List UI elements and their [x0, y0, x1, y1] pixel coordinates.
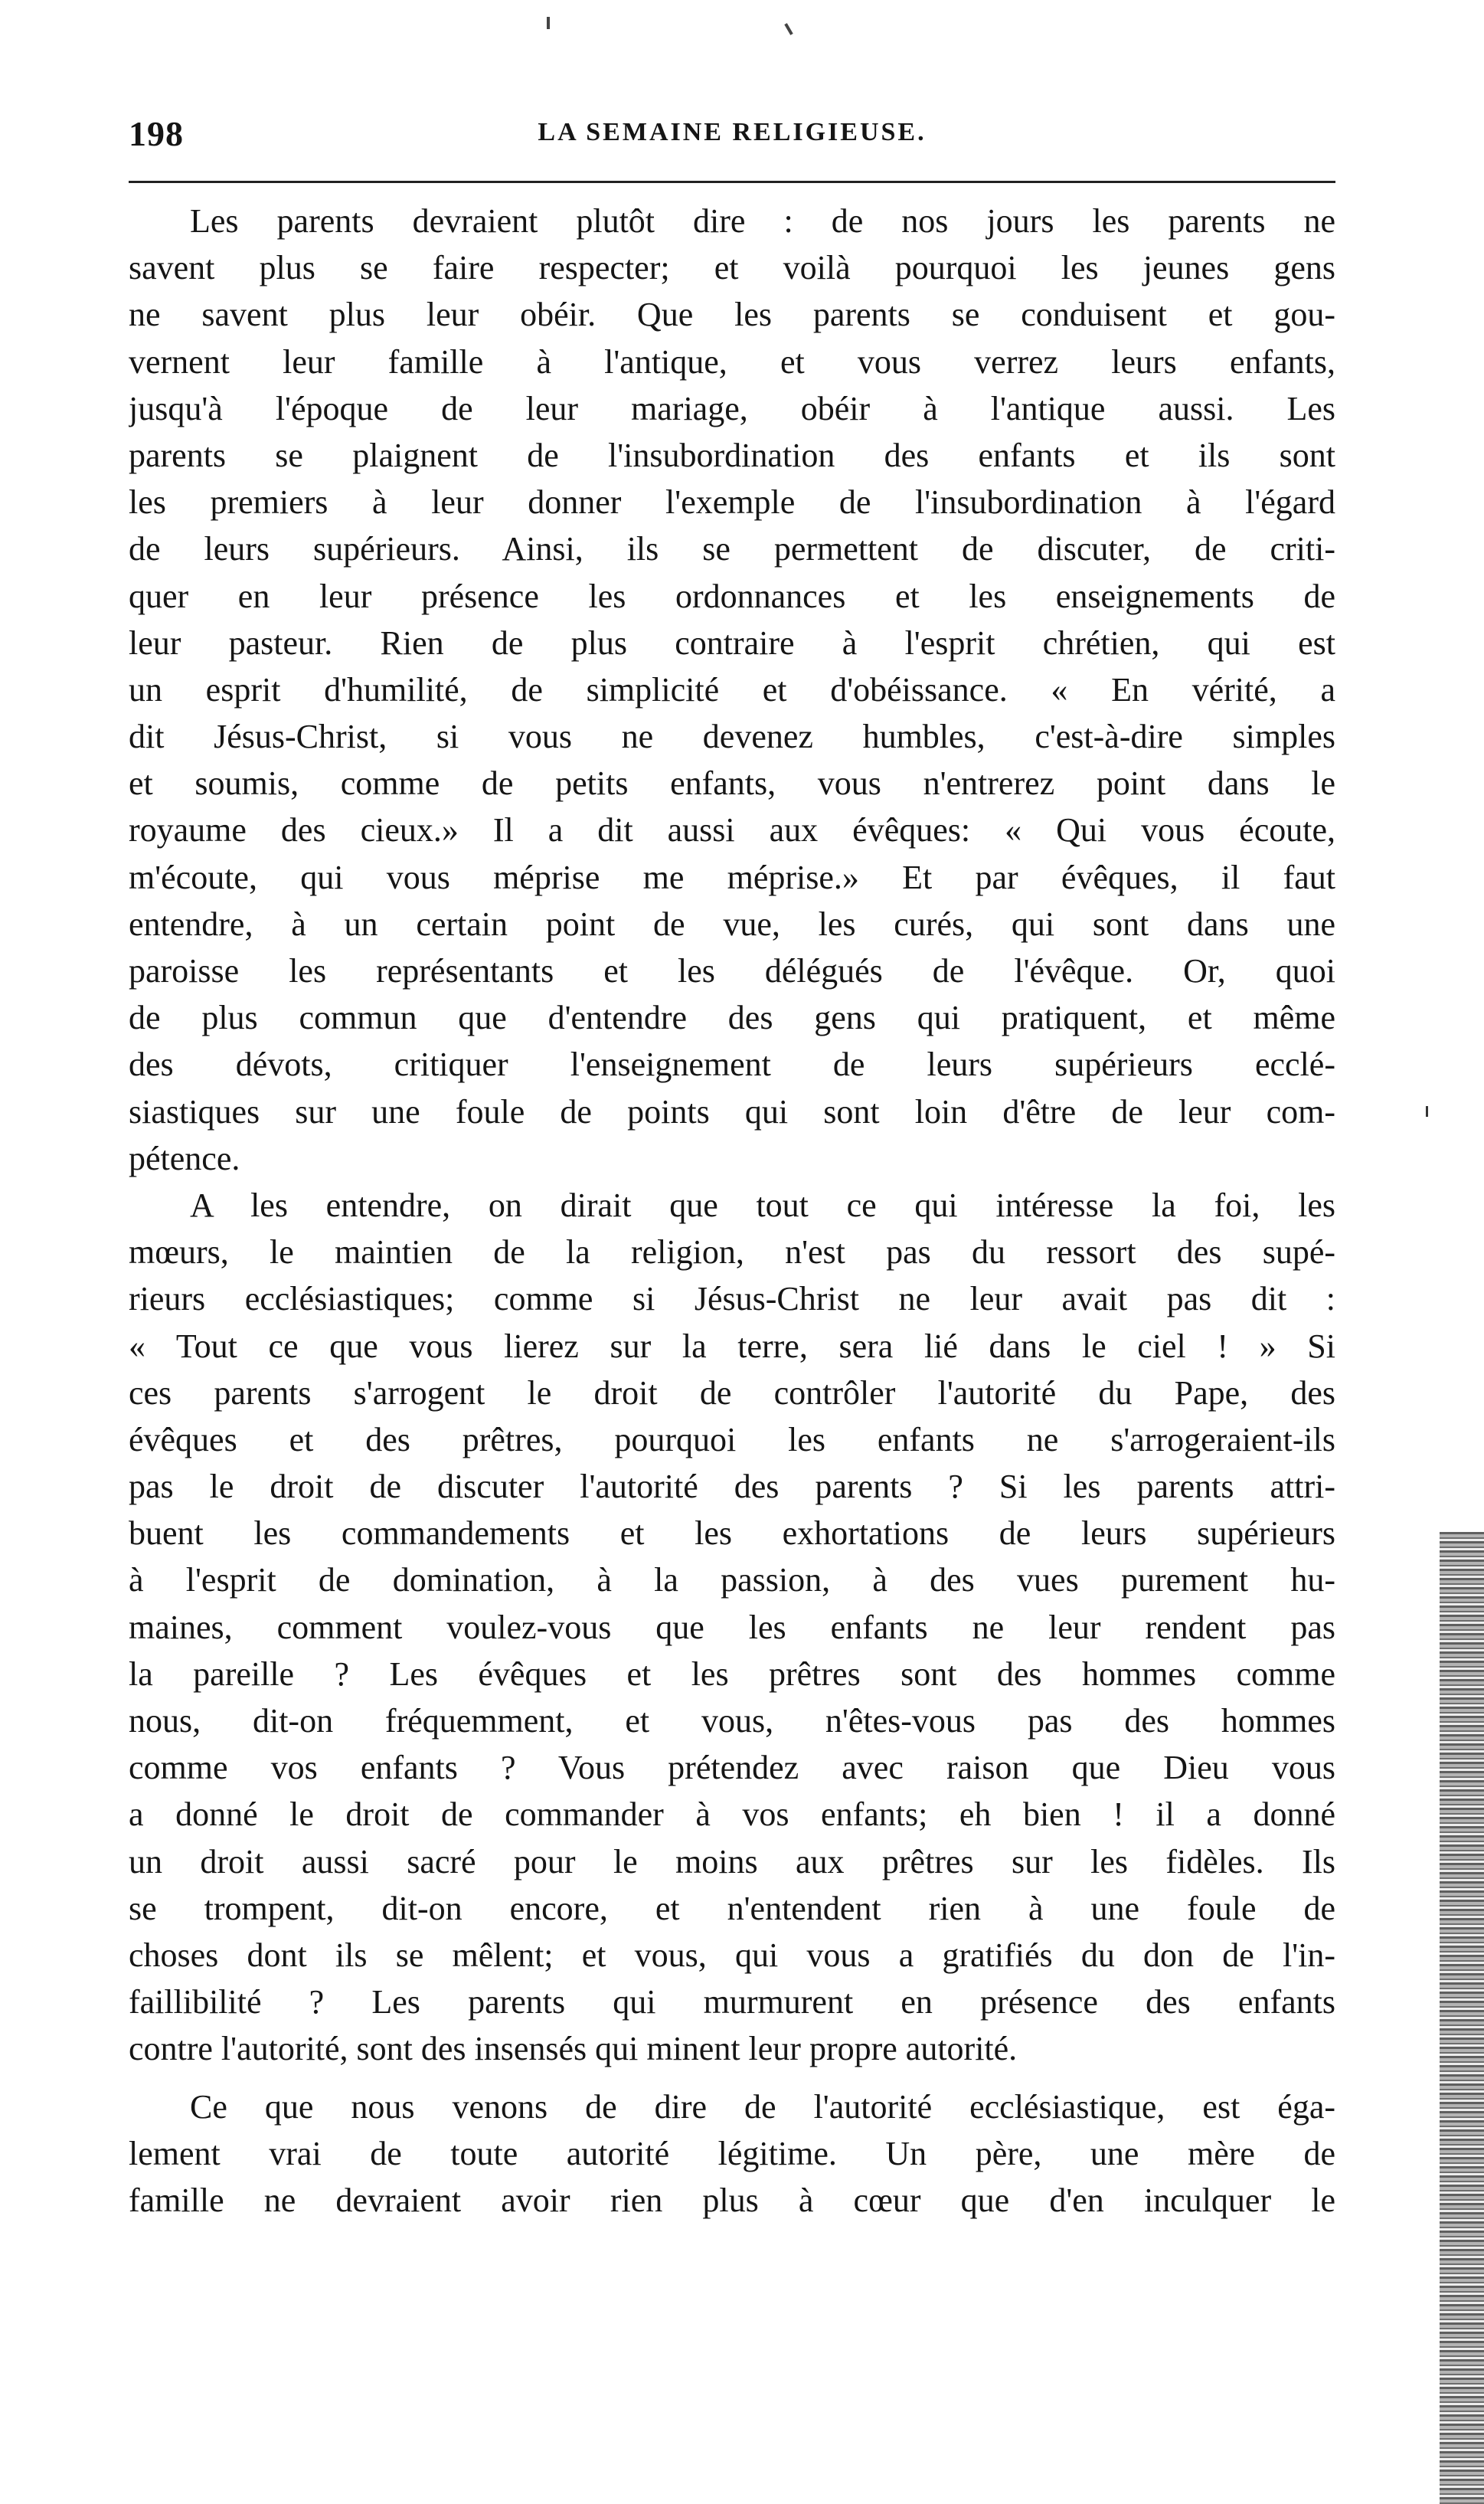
text-line: pas le droit de discuter l'autorité des parents ? Si les parents attri-	[129, 1468, 1335, 1506]
text-line: se trompent, dit-on encore, et n'entendent rien à une foule de	[129, 1889, 1335, 1927]
text-line: un droit aussi sacré pour le moins aux prêtres sur les fidèles. Ils	[129, 1842, 1335, 1880]
text-line: à l'esprit de domination, à la passion, à des vues purement hu-	[129, 1561, 1335, 1599]
text-line: rieurs ecclésiastiques; comme si Jésus-Christ ne leur avait pas dit :	[129, 1280, 1335, 1318]
text-line: paroisse les représentants et les délégués de l'évêque. Or, quoi	[129, 952, 1335, 990]
paragraph-1	[129, 198, 1335, 1182]
text-line: leur pasteur. Rien de plus contraire à l'esprit chrétien, qui est	[129, 624, 1335, 662]
text-line: quer en leur présence les ordonnances et les enseignements de	[129, 577, 1335, 615]
text-line: contre l'autorité, sont des insensés qui minent leur propre autorité.	[129, 2030, 1018, 2068]
text-line: royaume des cieux.» Il a dit aussi aux évêques: « Qui vous écoute,	[129, 811, 1335, 849]
text-line: Les parents devraient plutôt dire : de nos jours les parents ne	[190, 202, 1335, 240]
text-line: maines, comment voulez-vous que les enfants ne leur rendent pas	[129, 1608, 1335, 1646]
margin-mark	[1426, 1106, 1428, 1117]
text-line: pétence.	[129, 1139, 240, 1177]
text-line: jusqu'à l'époque de leur mariage, obéir à l'antique aussi. Les	[129, 389, 1335, 427]
text-line: siastiques sur une foule de points qui sont loin d'être de leur com-	[129, 1092, 1335, 1131]
text-line: lement vrai de toute autorité légitime. Un père, une mère de	[129, 2134, 1335, 2172]
paragraph-3	[129, 2083, 1335, 2224]
text-line: de plus commun que d'entendre des gens qui pratiquent, et même	[129, 999, 1335, 1037]
paragraph-gap	[129, 2073, 1335, 2083]
text-line: des dévots, critiquer l'enseignement de leurs supérieurs ecclé-	[129, 1046, 1335, 1084]
text-line: évêques et des prêtres, pourquoi les enfants ne s'arrogeraient-ils	[129, 1420, 1335, 1458]
text-line: vernent leur famille à l'antique, et vous verrez leurs enfants,	[129, 342, 1335, 381]
text-line: les premiers à leur donner l'exemple de l'insubordination à l'égard	[129, 483, 1335, 522]
body-text	[129, 198, 1335, 2224]
text-line: Ce que nous venons de dire de l'autorité ecclésiastique, est éga-	[190, 2087, 1335, 2126]
text-line: comme vos enfants ? Vous prétendez avec raison que Dieu vous	[129, 1749, 1335, 1787]
text-line: nous, dit-on fréquemment, et vous, n'êtes-vous pas des hommes	[129, 1702, 1335, 1740]
text-line: mœurs, le maintien de la religion, n'est pas du ressort des supé-	[129, 1233, 1335, 1272]
text-line: et soumis, comme de petits enfants, vous n'entrerez point dans le	[129, 764, 1335, 803]
page-header	[129, 107, 1335, 161]
text-line: parents se plaignent de l'insubordination des enfants et ils sont	[129, 436, 1335, 474]
text-line: ne savent plus leur obéir. Que les parents se conduisent et gou-	[129, 296, 1335, 334]
paragraph-2	[129, 1182, 1335, 2073]
text-line: entendre, à un certain point de vue, les curés, qui sont dans une	[129, 905, 1335, 943]
text-line: savent plus se faire respecter; et voilà pourquoi les jeunes gens	[129, 249, 1335, 287]
text-line: faillibilité ? Les parents qui murmurent en présence des enfants	[129, 1983, 1335, 2021]
text-line: « Tout ce que vous lierez sur la terre, sera lié dans le ciel ! » Si	[129, 1327, 1335, 1365]
page-edge-shadow	[1440, 1532, 1484, 2504]
scan-speck	[547, 17, 550, 29]
text-line: la pareille ? Les évêques et les prêtres sont des hommes comme	[129, 1655, 1335, 1693]
header-rule	[129, 181, 1335, 183]
text-line: de leurs supérieurs. Ainsi, ils se permettent de discuter, de criti-	[129, 530, 1335, 568]
running-head: LA SEMAINE RELIGIEUSE.	[538, 118, 927, 146]
text-line: dit Jésus-Christ, si vous ne devenez humbles, c'est-à-dire simples	[129, 718, 1335, 756]
text-line: famille ne devraient avoir rien plus à cœur que d'en inculquer le	[129, 2181, 1335, 2219]
page-number: 198	[129, 114, 184, 153]
text-line: m'écoute, qui vous méprise me méprise.» Et par évêques, il faut	[129, 858, 1335, 896]
text-line: A les entendre, on dirait que tout ce qui intéresse la foi, les	[190, 1186, 1335, 1224]
text-line: un esprit d'humilité, de simplicité et d'obéissance. « En vérité, a	[129, 670, 1335, 709]
text-line: buent les commandements et les exhortations de leurs supérieurs	[129, 1514, 1335, 1553]
text-line: a donné le droit de commander à vos enfants; eh bien ! il a donné	[129, 1795, 1335, 1834]
scan-speck	[784, 23, 793, 35]
text-line: ces parents s'arrogent le droit de contrôler l'autorité du Pape, des	[129, 1373, 1335, 1412]
text-line: choses dont ils se mêlent; et vous, qui vous a gratifiés du don de l'in-	[129, 1936, 1335, 1974]
